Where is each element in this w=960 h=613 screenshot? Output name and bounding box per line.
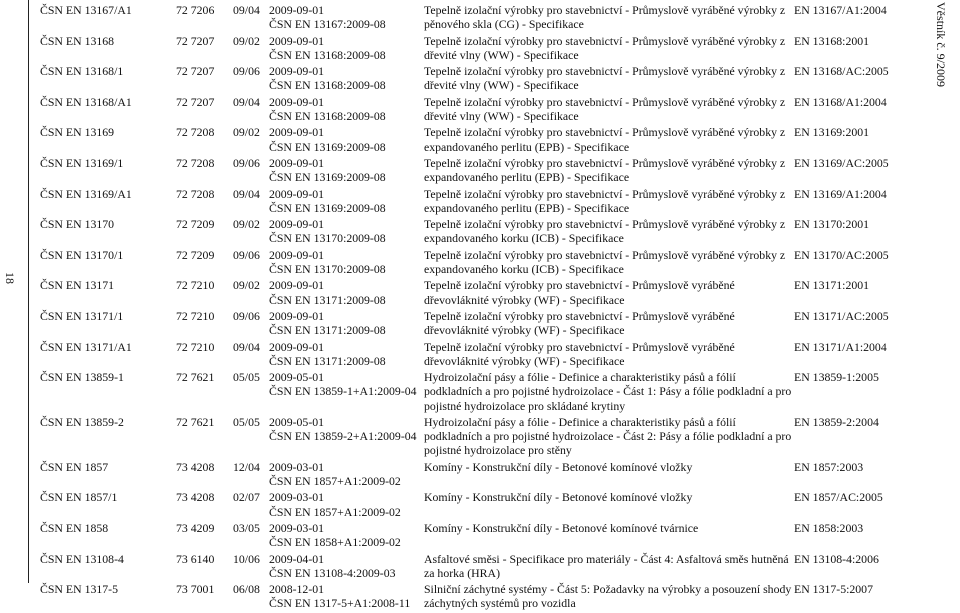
- validity-cell: [269, 460, 424, 488]
- standard-title: Tepelně izolační výrobky pro stavebnictví - Průmyslově vyráběné výrobky z expandovaného perlitu (EPB) - Specifikace: [424, 155, 786, 185]
- classification-code: 73 7001: [176, 582, 215, 597]
- classification-code: 72 7207: [176, 33, 215, 48]
- table-row: [40, 95, 940, 123]
- standard-number: ČSN EN 1858: [40, 520, 109, 535]
- replacing-standard: ČSN EN 13171:2009-08: [269, 323, 386, 338]
- issue-date: 09/06: [233, 308, 260, 323]
- validity-cell: [269, 3, 424, 31]
- standard-number: ČSN EN 13169: [40, 125, 115, 140]
- classification-code: 72 7621: [176, 370, 215, 385]
- issue-date: 09/06: [233, 64, 260, 79]
- page-divider: [28, 0, 29, 583]
- effective-date: 2009-04-01: [269, 551, 325, 566]
- standards-table: [40, 3, 940, 613]
- en-reference: EN 13171/A1:2004: [794, 339, 887, 354]
- issue-date: 09/02: [233, 217, 260, 232]
- effective-date: 2009-09-01: [269, 217, 325, 232]
- table-row: [40, 521, 940, 549]
- standard-number: ČSN EN 13859-2: [40, 414, 124, 429]
- issue-date: 05/05: [233, 370, 260, 385]
- standard-number: ČSN EN 13170/1: [40, 247, 124, 262]
- effective-date: 2009-09-01: [269, 94, 325, 109]
- issue-date: 12/04: [233, 459, 260, 474]
- effective-date: 2009-03-01: [269, 490, 325, 505]
- effective-date: 2009-09-01: [269, 247, 325, 262]
- standard-title: Tepelně izolační výrobky pro stavebnictví - Průmyslově vyráběné výrobky z pěnového skla (CG) - Specifikace: [424, 3, 786, 32]
- classification-code: 72 7208: [176, 155, 215, 170]
- standard-number: ČSN EN 13169/A1: [40, 186, 132, 201]
- replacing-standard: ČSN EN 1317-5+A1:2008-11: [269, 596, 411, 611]
- validity-cell: [269, 64, 424, 92]
- standard-number: ČSN EN 1317-5: [40, 582, 118, 597]
- issue-date: 09/02: [233, 278, 260, 293]
- classification-code: 72 7207: [176, 64, 215, 79]
- standard-title: Silniční záchytné systémy - Část 5: Požadavky na výrobky a posouzení shody záchytných systémů pro vozidla: [424, 582, 792, 611]
- standard-title: Tepelně izolační výrobky pro stavebnictví - Průmyslově vyráběné výrobky z expandovaného korku (ICB) - Specifikace: [424, 247, 786, 276]
- standard-title: Tepelně izolační výrobky pro stavebnictví - Průmyslově vyráběné výrobky z expandovaného perlitu (EPB) - Specifikace: [424, 125, 786, 154]
- standard-number: ČSN EN 13170: [40, 217, 115, 232]
- standard-number: ČSN EN 13168/A1: [40, 94, 132, 109]
- table-row: [40, 34, 940, 62]
- classification-code: 72 7210: [176, 278, 215, 293]
- effective-date: 2008-12-01: [269, 582, 325, 597]
- standard-number: ČSN EN 1857/1: [40, 490, 118, 505]
- validity-cell: [269, 34, 424, 62]
- classification-code: 72 7208: [176, 186, 215, 201]
- en-reference: EN 13169:2001: [794, 125, 870, 140]
- en-reference: EN 1857:2003: [794, 459, 864, 474]
- replacing-standard: ČSN EN 13108-4:2009-03: [269, 565, 396, 580]
- validity-cell: [269, 521, 424, 549]
- table-row: [40, 156, 940, 184]
- issue-date: 09/04: [233, 94, 260, 109]
- table-row: [40, 309, 940, 337]
- table-row: [40, 278, 940, 306]
- table-row: [40, 3, 940, 31]
- en-reference: EN 13168:2001: [794, 33, 870, 48]
- issue-date: 02/07: [233, 490, 260, 505]
- classification-code: 73 4208: [176, 459, 215, 474]
- standard-title: Tepelně izolační výrobky pro stavebnictví - Průmyslově vyráběné výrobky z dřevité vlny (WW) - Specifikace: [424, 94, 786, 123]
- replacing-standard: ČSN EN 13169:2009-08: [269, 200, 386, 215]
- validity-cell: [269, 125, 424, 153]
- standard-title: Tepelně izolační výrobky pro stavebnictví - Průmyslově vyráběné výrobky z expandovaného korku (ICB) - Specifikace: [424, 217, 786, 246]
- replacing-standard: ČSN EN 13169:2009-08: [269, 139, 386, 154]
- standard-title: Komíny - Konstrukční díly - Betonové komínové vložky: [424, 490, 693, 505]
- validity-cell: [269, 217, 424, 245]
- page-number: 18: [3, 272, 17, 284]
- validity-cell: [269, 187, 424, 215]
- en-reference: EN 1317-5:2007: [794, 582, 873, 597]
- replacing-standard: ČSN EN 13169:2009-08: [269, 170, 386, 185]
- en-reference: EN 1858:2003: [794, 520, 864, 535]
- issue-date: 09/06: [233, 155, 260, 170]
- classification-code: 73 4208: [176, 490, 215, 505]
- validity-cell: [269, 156, 424, 184]
- table-row: [40, 582, 940, 610]
- table-row: [40, 370, 940, 413]
- effective-date: 2009-05-01: [269, 414, 325, 429]
- en-reference: EN 13167/A1:2004: [794, 3, 887, 17]
- running-header-text: Věstník č. 9/2009: [934, 2, 948, 87]
- validity-cell: [269, 490, 424, 518]
- standard-title: Hydroizolační pásy a fólie - Definice a charakteristiky pásů a fólií podkladních a pro pojistné hydroizolace - Část 1: Pásy a fólie podkladní a pro pojistné hydroizolace pro skládané krytiny: [424, 370, 792, 413]
- table-row: [40, 415, 940, 458]
- issue-date: 05/05: [233, 414, 260, 429]
- table-row: [40, 248, 940, 276]
- replacing-standard: ČSN EN 13168:2009-08: [269, 78, 386, 93]
- issue-date: 09/06: [233, 247, 260, 262]
- standard-title: Tepelně izolační výrobky pro stavebnictví - Průmyslově vyráběné výrobky z expandovaného perlitu (EPB) - Specifikace: [424, 186, 786, 215]
- effective-date: 2009-03-01: [269, 459, 325, 474]
- table-row: [40, 187, 940, 215]
- table-row: [40, 64, 940, 92]
- en-reference: EN 13168/A1:2004: [794, 94, 887, 109]
- replacing-standard: ČSN EN 1857+A1:2009-02: [269, 473, 401, 488]
- standard-title: Tepelně izolační výrobky pro stavebnictví - Průmyslově vyráběné dřevovláknité výrobky (WF) - Specifikace: [424, 308, 735, 338]
- standard-number: ČSN EN 13859-1: [40, 370, 124, 385]
- classification-code: 72 7210: [176, 308, 215, 323]
- replacing-standard: ČSN EN 13168:2009-08: [269, 47, 386, 62]
- running-header: [934, 0, 960, 583]
- replacing-standard: ČSN EN 13167:2009-08: [269, 17, 386, 32]
- en-reference: EN 13170:2001: [794, 217, 870, 232]
- validity-cell: [269, 340, 424, 368]
- effective-date: 2009-09-01: [269, 125, 325, 140]
- replacing-standard: ČSN EN 13170:2009-08: [269, 261, 386, 276]
- replacing-standard: ČSN EN 13168:2009-08: [269, 108, 386, 123]
- standard-title: Tepelně izolační výrobky pro stavebnictví - Průmyslově vyráběné výrobky z dřevité vlny (WW) - Specifikace: [424, 64, 786, 93]
- en-reference: EN 13859-1:2005: [794, 370, 879, 385]
- en-reference: EN 13169/AC:2005: [794, 155, 889, 170]
- issue-date: 10/06: [233, 551, 260, 566]
- standard-number: ČSN EN 13171/A1: [40, 339, 132, 354]
- standard-title: Komíny - Konstrukční díly - Betonové komínové tvárnice: [424, 520, 699, 535]
- classification-code: 72 7208: [176, 125, 215, 140]
- en-reference: EN 13171/AC:2005: [794, 308, 889, 323]
- replacing-standard: ČSN EN 1858+A1:2009-02: [269, 535, 401, 550]
- effective-date: 2009-09-01: [269, 155, 325, 170]
- validity-cell: [269, 370, 424, 398]
- classification-code: 73 4209: [176, 520, 215, 535]
- validity-cell: [269, 95, 424, 123]
- issue-date: 09/04: [233, 339, 260, 354]
- standard-number: ČSN EN 13171: [40, 278, 115, 293]
- standard-title: Asfaltové směsi - Specifikace pro materiály - Část 4: Asfaltová směs hutněná za horka (HRA): [424, 551, 789, 580]
- classification-code: 72 7621: [176, 414, 215, 429]
- en-reference: EN 13169/A1:2004: [794, 186, 887, 201]
- classification-code: 73 6140: [176, 551, 215, 566]
- replacing-standard: ČSN EN 13170:2009-08: [269, 231, 386, 246]
- standard-title: Komíny - Konstrukční díly - Betonové komínové vložky: [424, 459, 693, 474]
- effective-date: 2009-09-01: [269, 278, 325, 293]
- effective-date: 2009-03-01: [269, 520, 325, 535]
- standard-number: ČSN EN 13108-4: [40, 551, 124, 566]
- validity-cell: [269, 248, 424, 276]
- effective-date: 2009-05-01: [269, 370, 325, 385]
- effective-date: 2009-09-01: [269, 3, 325, 17]
- table-row: [40, 460, 940, 488]
- standard-title: Tepelně izolační výrobky pro stavebnictví - Průmyslově vyráběné výrobky z dřevité vlny (WW) - Specifikace: [424, 33, 786, 62]
- standard-title: Hydroizolační pásy a fólie - Definice a charakteristiky pásů a fólií podkladních a pro pojistné hydroizolace - Část 2: Pásy a fólie podkladní a pro pojistné hydroizolace pro stěny: [424, 414, 792, 458]
- replacing-standard: ČSN EN 13859-1+A1:2009-04: [269, 384, 417, 399]
- replacing-standard: ČSN EN 13859-2+A1:2009-04: [269, 429, 417, 444]
- classification-code: 72 7210: [176, 339, 215, 354]
- issue-date: 09/02: [233, 125, 260, 140]
- issue-date: 09/04: [233, 3, 260, 17]
- en-reference: EN 13859-2:2004: [794, 414, 879, 429]
- standard-number: ČSN EN 1857: [40, 459, 109, 474]
- validity-cell: [269, 278, 424, 306]
- issue-date: 09/02: [233, 33, 260, 48]
- issue-date: 09/04: [233, 186, 260, 201]
- en-reference: EN 13108-4:2006: [794, 551, 879, 566]
- standard-number: ČSN EN 13168: [40, 33, 115, 48]
- en-reference: EN 1857/AC:2005: [794, 490, 883, 505]
- replacing-standard: ČSN EN 13171:2009-08: [269, 292, 386, 307]
- classification-code: 72 7206: [176, 3, 215, 17]
- standard-number: ČSN EN 13167/A1: [40, 3, 132, 17]
- standard-number: ČSN EN 13169/1: [40, 155, 124, 170]
- classification-code: 72 7209: [176, 247, 215, 262]
- effective-date: 2009-09-01: [269, 186, 325, 201]
- standard-number: ČSN EN 13171/1: [40, 308, 124, 323]
- replacing-standard: ČSN EN 13171:2009-08: [269, 353, 386, 368]
- classification-code: 72 7207: [176, 94, 215, 109]
- en-reference: EN 13170/AC:2005: [794, 247, 889, 262]
- table-row: [40, 125, 940, 153]
- en-reference: EN 13171:2001: [794, 278, 870, 293]
- en-reference: EN 13168/AC:2005: [794, 64, 889, 79]
- effective-date: 2009-09-01: [269, 64, 325, 79]
- effective-date: 2009-09-01: [269, 33, 325, 48]
- standard-title: Tepelně izolační výrobky pro stavebnictví - Průmyslově vyráběné dřevovláknité výrobky (WF) - Specifikace: [424, 278, 735, 307]
- table-row: [40, 552, 940, 580]
- table-row: [40, 490, 940, 518]
- validity-cell: [269, 552, 424, 580]
- issue-date: 06/08: [233, 582, 260, 597]
- standard-title: Tepelně izolační výrobky pro stavebnictví - Průmyslově vyráběné dřevovláknité výrobky (WF) - Specifikace: [424, 339, 735, 368]
- validity-cell: [269, 309, 424, 337]
- validity-cell: [269, 415, 424, 443]
- replacing-standard: ČSN EN 1857+A1:2009-02: [269, 504, 401, 519]
- effective-date: 2009-09-01: [269, 308, 325, 323]
- validity-cell: [269, 582, 424, 610]
- table-row: [40, 217, 940, 245]
- classification-code: 72 7209: [176, 217, 215, 232]
- table-row: [40, 340, 940, 368]
- effective-date: 2009-09-01: [269, 339, 325, 354]
- standard-number: ČSN EN 13168/1: [40, 64, 124, 79]
- issue-date: 03/05: [233, 520, 260, 535]
